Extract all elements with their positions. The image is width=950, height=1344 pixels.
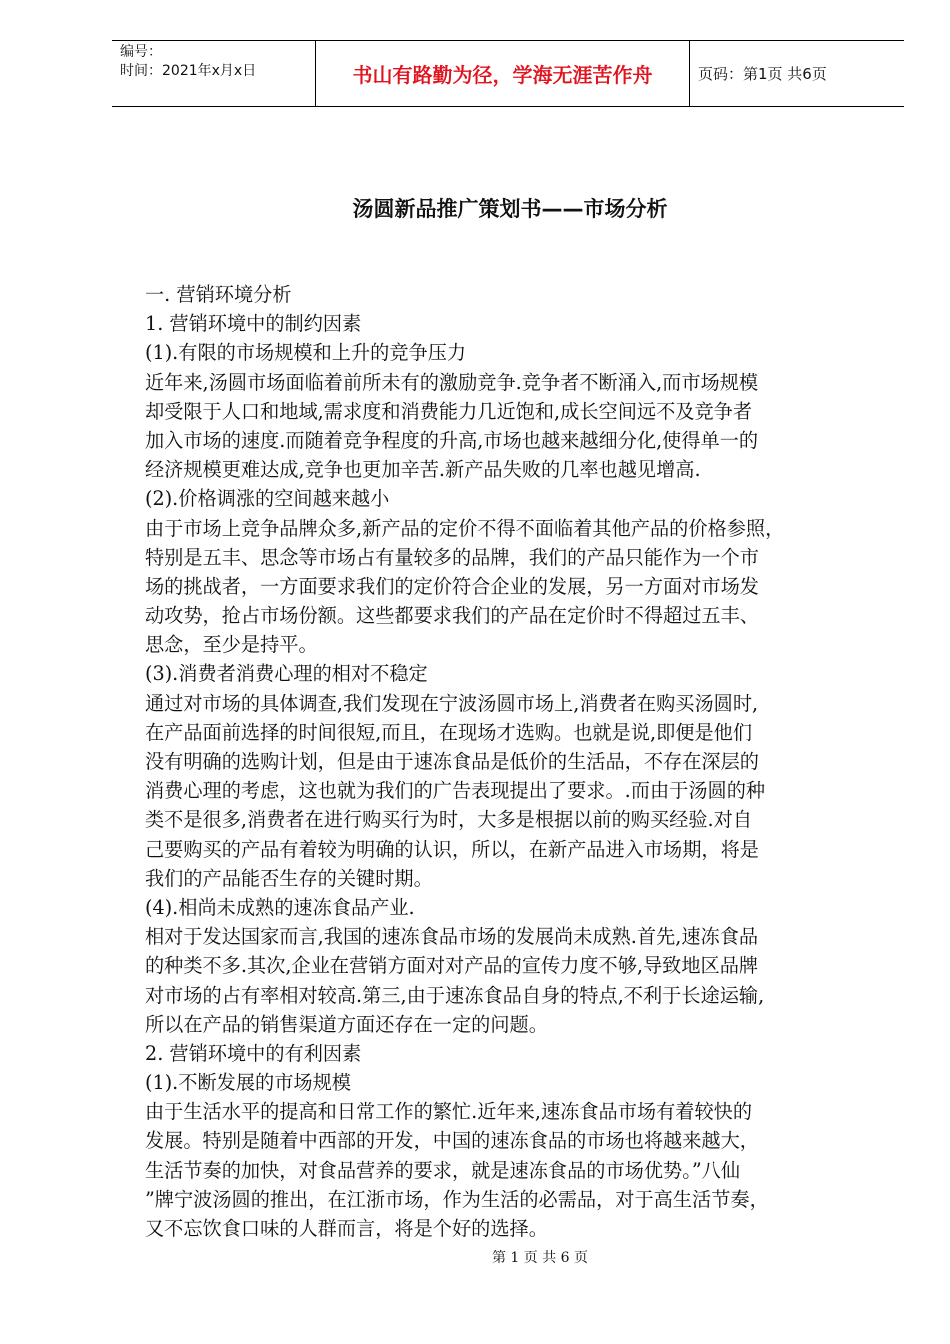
body-line: (1).不断发展的市场规模 bbox=[145, 1071, 351, 1095]
body-line: (2).价格调涨的空间越来越小 bbox=[145, 487, 390, 511]
body-line: 场的挑战者，一方面要求我们的定价符合企业的发展，另一方面对市场发 bbox=[145, 574, 759, 598]
body-line: 思念，至少是持平。 bbox=[145, 633, 318, 657]
page-header bbox=[112, 40, 904, 107]
header-meta bbox=[112, 41, 316, 106]
body-line: 一. 营销环境分析 bbox=[145, 283, 292, 306]
time-label: 时间：2021年x月x日 bbox=[120, 63, 257, 79]
body-line: 在产品面前选择的时间很短,而且，在现场才选购。也就是说,即便是他们 bbox=[145, 720, 753, 744]
body-line: 却受限于人口和地域,需求度和消费能力几近饱和,成长空间远不及竞争者 bbox=[145, 399, 753, 423]
body-line: 相对于发达国家而言,我国的速冻食品市场的发展尚未成熟.首先,速冻食品 bbox=[145, 925, 759, 949]
body-line: 消费心理的考虑，这也就为我们的广告表现提出了要求。.而由于汤圆的种 bbox=[145, 779, 766, 803]
body-line: 通过对市场的具体调查,我们发现在宁波汤圆市场上,消费者在购买汤圆时, bbox=[145, 691, 759, 715]
body-line: 动攻势，抢占市场份额。这些都要求我们的产品在定价时不得超过五丰、 bbox=[145, 604, 759, 628]
body-line: 发展。特别是随着中西部的开发，中国的速冻食品的市场也将越来越大， bbox=[145, 1129, 759, 1153]
header-motto: 书山有路勤为径，学海无涯苦作舟 bbox=[316, 41, 690, 106]
body-line: 2. 营销环境中的有利因素 bbox=[145, 1041, 362, 1065]
body-line: ”牌宁波汤圆的推出，在江浙市场，作为生活的必需品，对于高生活节奏， bbox=[145, 1187, 769, 1211]
body-line: 又不忘饮食口味的人群而言，将是个好的选择。 bbox=[145, 1217, 548, 1240]
page-footer: 第 1 页 共 6 页 bbox=[491, 1250, 589, 1266]
body-line: 所以在产品的销售渠道方面还存在一定的问题。 bbox=[145, 1012, 548, 1036]
number-label: 编号： bbox=[120, 44, 162, 60]
body-line: 1. 营销环境中的制约因素 bbox=[145, 312, 362, 336]
body-line: (3).消费者消费心理的相对不稳定 bbox=[145, 662, 428, 686]
body-line: (4).相尚未成熟的速冻食品产业. bbox=[145, 895, 415, 919]
body-line: 己要购买的产品有着较为明确的认识，所以，在新产品进入市场期，将是 bbox=[145, 837, 759, 861]
body-line: 没有明确的选购计划，但是由于速冻食品是低价的生活品，不存在深层的 bbox=[145, 750, 759, 773]
body-line: 的种类不多.其次,企业在营销方面对对产品的宣传力度不够,导致地区品牌 bbox=[145, 954, 759, 978]
body-line: 经济规模更难达成,竞争也更加辛苦.新产品失败的几率也越见增高. bbox=[145, 458, 701, 482]
body-line: 类不是很多,消费者在进行购买行为时，大多是根据以前的购买经验.对自 bbox=[145, 808, 753, 832]
body-line: 由于市场上竞争品牌众多,新产品的定价不得不面临着其他产品的价格参照， bbox=[145, 516, 785, 540]
header-page-label: 页码：第1页 共6页 bbox=[698, 65, 827, 83]
body-line: (1).有限的市场规模和上升的竞争压力 bbox=[145, 341, 467, 365]
body-line: 对市场的占有率相对较高.第三,由于速冻食品自身的特点,不利于长途运输, bbox=[145, 983, 765, 1007]
document-title: 汤圆新品推广策划书——市场分析 bbox=[352, 197, 668, 221]
body-line: 生活节奏的加快，对食品营养的要求，就是速冻食品的市场优势。”八仙 bbox=[145, 1158, 741, 1182]
body-line: 近年来,汤圆市场面临着前所未有的激励竞争.竞争者不断涌入,而市场规模 bbox=[145, 370, 759, 394]
body-line: 我们的产品能否生存的关键时期。 bbox=[145, 866, 433, 890]
body-line: 加入市场的速度.而随着竞争程度的升高,市场也越来越细分化,使得单一的 bbox=[145, 428, 759, 452]
document-body bbox=[145, 280, 880, 1243]
body-line: 由于生活水平的提高和日常工作的繁忙.近年来,速冻食品市场有着较快的 bbox=[145, 1100, 753, 1124]
body-line: 特别是五丰、思念等市场占有量较多的品牌，我们的产品只能作为一个市 bbox=[145, 545, 759, 569]
